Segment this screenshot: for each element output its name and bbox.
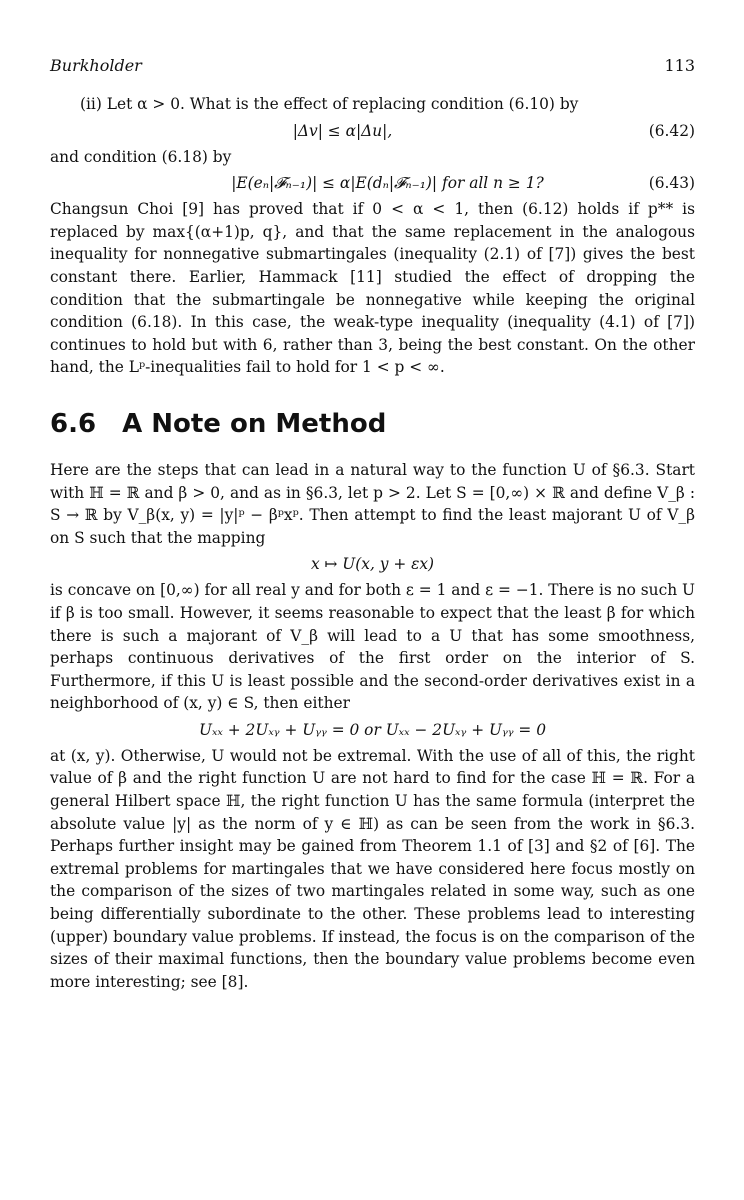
equation-body: x ↦ U(x, y + εx) — [310, 555, 435, 574]
paragraph-concave: is concave on [0,∞) for all real y and for both ε = 1 and ε = −1. There is no such U if β is too small. However, it seems reasonable to expect that the least β for which there is such a majorant of V_β will lead to a U that has some smoothness, perhaps continuous derivatives of the first order on the interior of S. Furthermore, if this U is least possible and the second-order derivatives exist in a neighborhood of (x, y) ∈ S, then either — [50, 581, 695, 713]
section-title: A Note on Method — [122, 408, 387, 439]
equation-mapping — [50, 549, 695, 579]
section-number: 6.6 — [50, 408, 97, 439]
paragraph-choi: Changsun Choi [9] has proved that if 0 < α < 1, then (6.12) holds if p** is replaced by max{(α+1)p, q}, and that the same replacement in the analogous inequality for nonnegative submartingales (inequality (2.1) of [7]) gives the best constant there. Earlier, Hammack [11] studied the effect of dropping the condition that the submartingale be nonnegative while keeping the original condition (6.18). In this case, the weak-type inequality (inequality (4.1) of [7]) continues to hold but with 6, rather than 3, being the best constant. On the other hand, the Lᵖ-inequalities fail to hold for 1 < p < ∞. — [50, 200, 695, 377]
page — [50, 56, 695, 993]
equation-6-42 — [50, 116, 695, 146]
page-number: 113 — [664, 56, 695, 75]
equation-6-43 — [50, 168, 695, 198]
paragraph-and: and condition (6.18) by — [50, 147, 232, 166]
equation-number: (6.43) — [648, 174, 695, 193]
running-head: Burkholder — [50, 56, 142, 75]
equation-body: Uₓₓ + 2Uₓᵧ + Uᵧᵧ = 0 or Uₓₓ − 2Uₓᵧ + Uᵧᵧ = 0 — [198, 720, 547, 739]
page-header — [50, 56, 695, 75]
equation-number: (6.42) — [648, 121, 695, 140]
equation-body: |Δv| ≤ α|Δu|, — [292, 121, 393, 140]
paragraph-ii: (ii) Let α > 0. What is the effect of replacing condition (6.10) by — [80, 95, 579, 113]
equation-pde — [50, 715, 695, 745]
paragraph-final: at (x, y). Otherwise, U would not be extremal. With the use of all of this, the right value of β and the right function U are not hard to find for the case ℍ = ℝ. For a general Hilbert space ℍ, the right function U has the same formula (interpret the absolute value |y| as the norm of y ∈ ℍ) as can be seen from the work in §6.3. Perhaps further insight may be gained from Theorem 1.1 of [3] and §2 of [6]. The extremal problems for martingales that we have considered here focus mostly on the comparison of the sizes of two martingales related in some way, such as one being differentially subordinate to the other. These problems lead to interesting (upper) boundary value problems. If instead, the focus is on the comparison of the sizes of their maximal functions, then the boundary value problems become even more interesting; see [8]. — [50, 746, 695, 991]
paragraph-steps: Here are the steps that can lead in a natural way to the function U of §6.3. Start with ℍ = ℝ and β > 0, and as in §6.3, let p > 2. Let S = [0,∞) × ℝ and define V_β : S → ℝ by V_β(x, y) = |y|ᵖ − βᵖxᵖ. Then attempt to find the least majorant U of V_β on S such that the mapping — [50, 460, 695, 547]
section-heading — [50, 409, 695, 439]
equation-body: |E(eₙ|𝓕ₙ₋₁)| ≤ α|E(dₙ|𝓕ₙ₋₁)| for all n ≥ 1? — [231, 173, 544, 192]
